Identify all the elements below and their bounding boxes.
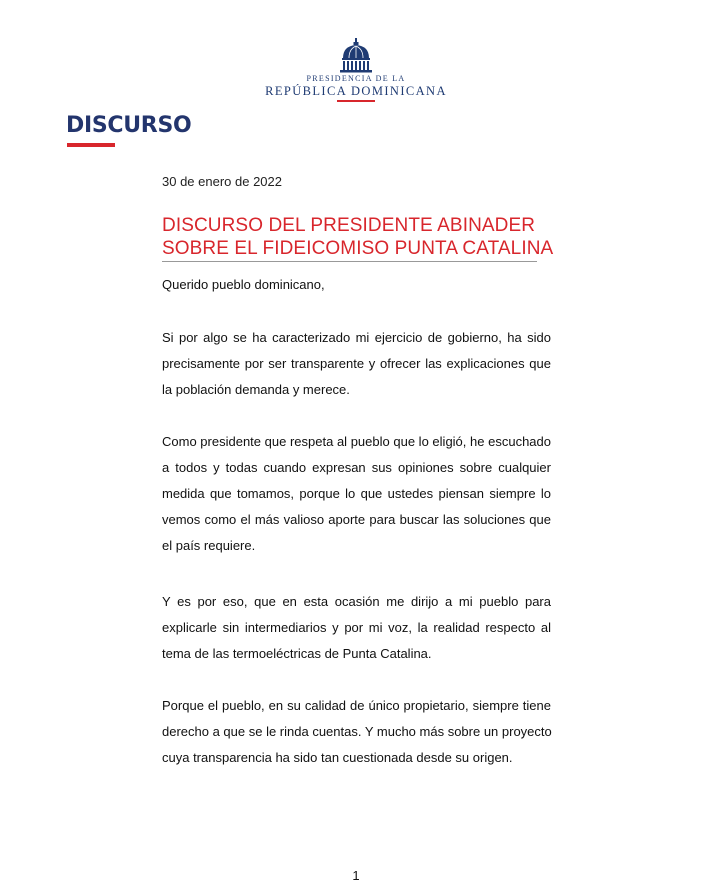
paragraph: [162, 589, 551, 667]
org-name-line1: PRESIDENCIA DE LA: [306, 74, 406, 83]
paragraph-line: cuya transparencia ha sido tan cuestionada desde su origen.: [162, 750, 513, 765]
capitol-dome-icon: [336, 38, 376, 74]
paragraph-line: la población demanda y merece.: [162, 382, 350, 397]
document-type-label: DISCURSO: [66, 113, 192, 138]
paragraph-line: el país requiere.: [162, 538, 256, 553]
title-divider: [162, 261, 537, 262]
speech-title: [162, 214, 554, 260]
paragraph-line: vemos como el más valioso aporte para buscar las soluciones que: [162, 512, 551, 527]
paragraph: [162, 693, 551, 771]
speech-title-line: SOBRE EL FIDEICOMISO PUNTA CATALINA: [162, 238, 554, 259]
paragraph-line: precisamente por ser transparente y ofrecer las explicaciones que: [162, 356, 551, 371]
paragraph-line: medida que tomamos, porque lo que ustedes piensan siempre lo: [162, 486, 551, 501]
document-type-underline: [67, 143, 115, 147]
paragraph: [162, 429, 551, 559]
speech-title-line: DISCURSO DEL PRESIDENTE ABINADER: [162, 215, 536, 236]
paragraph-line: Si por algo se ha caracterizado mi ejercicio de gobierno, ha sido: [162, 330, 551, 345]
paragraph-line: Y es por eso, que en esta ocasión me dirijo a mi pueblo para: [162, 594, 551, 609]
paragraph-line: derecho a que se le rinda cuentas. Y mucho más sobre un proyecto: [162, 724, 552, 739]
paragraph: [162, 325, 551, 403]
paragraph-line: tema de las termoeléctricas de Punta Catalina.: [162, 646, 432, 661]
org-name-line2: REPÚBLICA DOMINICANA: [265, 84, 447, 98]
page-number: 1: [352, 868, 360, 883]
paragraph-line: Porque el pueblo, en su calidad de único propietario, siempre tiene: [162, 698, 551, 713]
paragraph-line: a todos y todas cuando expresan sus opiniones sobre cualquier: [162, 460, 551, 475]
header-logo: [0, 38, 712, 102]
paragraph-line: Como presidente que respeta al pueblo que lo eligió, he escuchado: [162, 434, 551, 449]
paragraph-line: explicarle sin intermediarios y por mi voz, la realidad respecto al: [162, 620, 551, 635]
org-underline: [337, 100, 375, 102]
salutation: Querido pueblo dominicano,: [162, 277, 325, 292]
speech-date: 30 de enero de 2022: [162, 174, 282, 189]
